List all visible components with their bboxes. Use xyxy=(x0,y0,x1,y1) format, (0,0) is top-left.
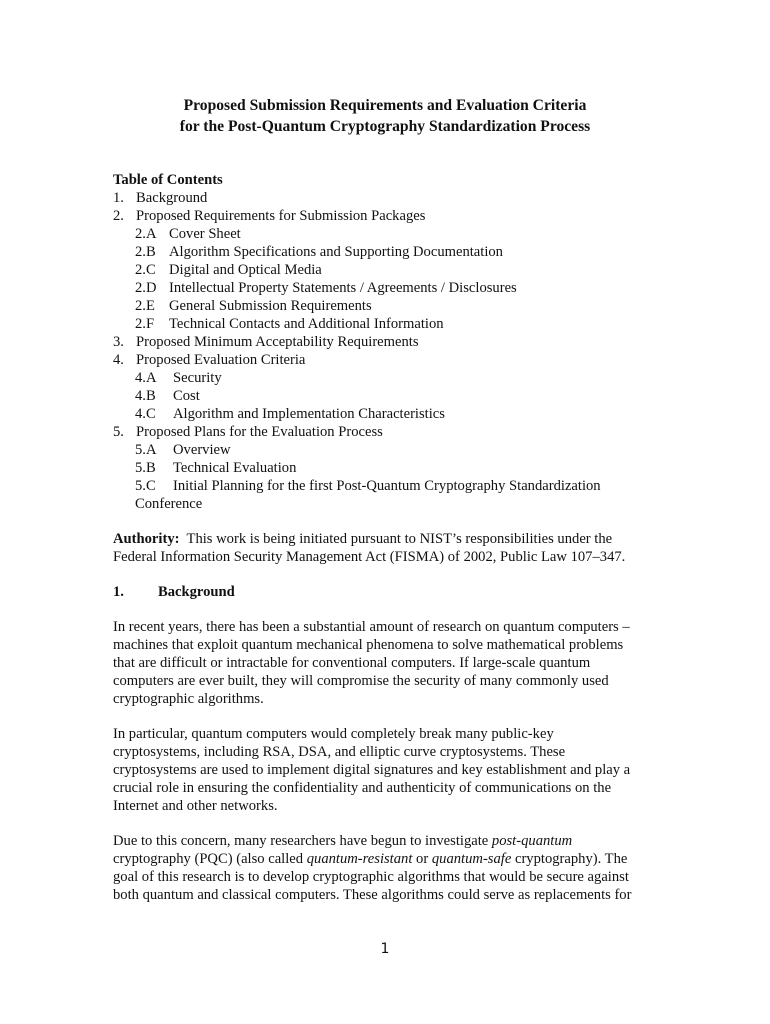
background-paragraph-3: Due to this concern, many researchers have begun to investigate post-quantum cryptography (PQC) (also called quantum-resistant or quantum-safe cryptography). The goal of this research is to develop cryptographic algorithms that would be secure against both quantum and classical computers. These algorithms could serve as replacements for xyxy=(113,833,632,903)
background-paragraph-1: In recent years, there has been a substantial amount of research on quantum computers – machines that exploit quantum mechanical phenomena to solve mathematical problems that are difficult or intractable for conventional computers. If large-scale quantum computers are ever built, they will compromise the security of many commonly used cryptographic algorithms. xyxy=(113,619,630,707)
toc-item-5b: 5.B Technical Evaluation xyxy=(135,460,297,476)
toc-item-4b: 4.B Cost xyxy=(135,388,200,404)
toc-item-2: 2. Proposed Requirements for Submission Packages xyxy=(113,208,426,224)
toc-item-4a: 4.A Security xyxy=(135,370,222,386)
toc-item-4: 4. Proposed Evaluation Criteria xyxy=(113,352,306,368)
page-number: 1 xyxy=(380,941,390,957)
document-body xyxy=(113,171,658,904)
toc-item-5c: 5.C Initial Planning for the first Post-Quantum Cryptography Standardization xyxy=(135,478,601,494)
authority-paragraph: Authority: This work is being initiated pursuant to NIST’s responsibilities under the Federal Information Security Management Act (FISMA) of 2002, Public Law 107–347. xyxy=(113,531,626,565)
toc-item-2b: 2.B Algorithm Specifications and Supporting Documentation xyxy=(135,244,503,260)
toc-item-5c-continuation: Conference xyxy=(135,496,203,512)
title-line-2: for the Post-Quantum Cryptography Standardization Process xyxy=(179,118,591,135)
toc-item-5a: 5.A Overview xyxy=(135,442,231,458)
document-title xyxy=(0,95,770,137)
toc-heading: Table of Contents xyxy=(113,172,223,188)
toc-item-2f: 2.F Technical Contacts and Additional Information xyxy=(135,316,444,332)
background-paragraph-2: In particular, quantum computers would completely break many public-key cryptosystems, including RSA, DSA, and elliptic curve cryptosystems. These cryptosystems are used to implement digital signatures and key establishment and play a crucial role in ensuring the confidentiality and authenticity of communications on the Internet and other networks. xyxy=(113,726,631,814)
toc-item-2c: 2.C Digital and Optical Media xyxy=(135,262,322,278)
toc-item-3: 3. Proposed Minimum Acceptability Requirements xyxy=(113,334,419,350)
title-line-1: Proposed Submission Requirements and Evaluation Criteria xyxy=(183,97,587,114)
toc-item-2a: 2.A Cover Sheet xyxy=(135,226,241,242)
toc-item-4c: 4.C Algorithm and Implementation Characteristics xyxy=(135,406,445,422)
toc-item-5: 5. Proposed Plans for the Evaluation Process xyxy=(113,424,383,440)
authority-label: Authority: xyxy=(113,531,180,547)
toc-item-2e: 2.E General Submission Requirements xyxy=(135,298,372,314)
toc-item-2d: 2.D Intellectual Property Statements / Agreements / Disclosures xyxy=(135,280,517,296)
section-heading-background: 1. Background xyxy=(113,584,235,600)
toc-item-1: 1. Background xyxy=(113,190,208,206)
